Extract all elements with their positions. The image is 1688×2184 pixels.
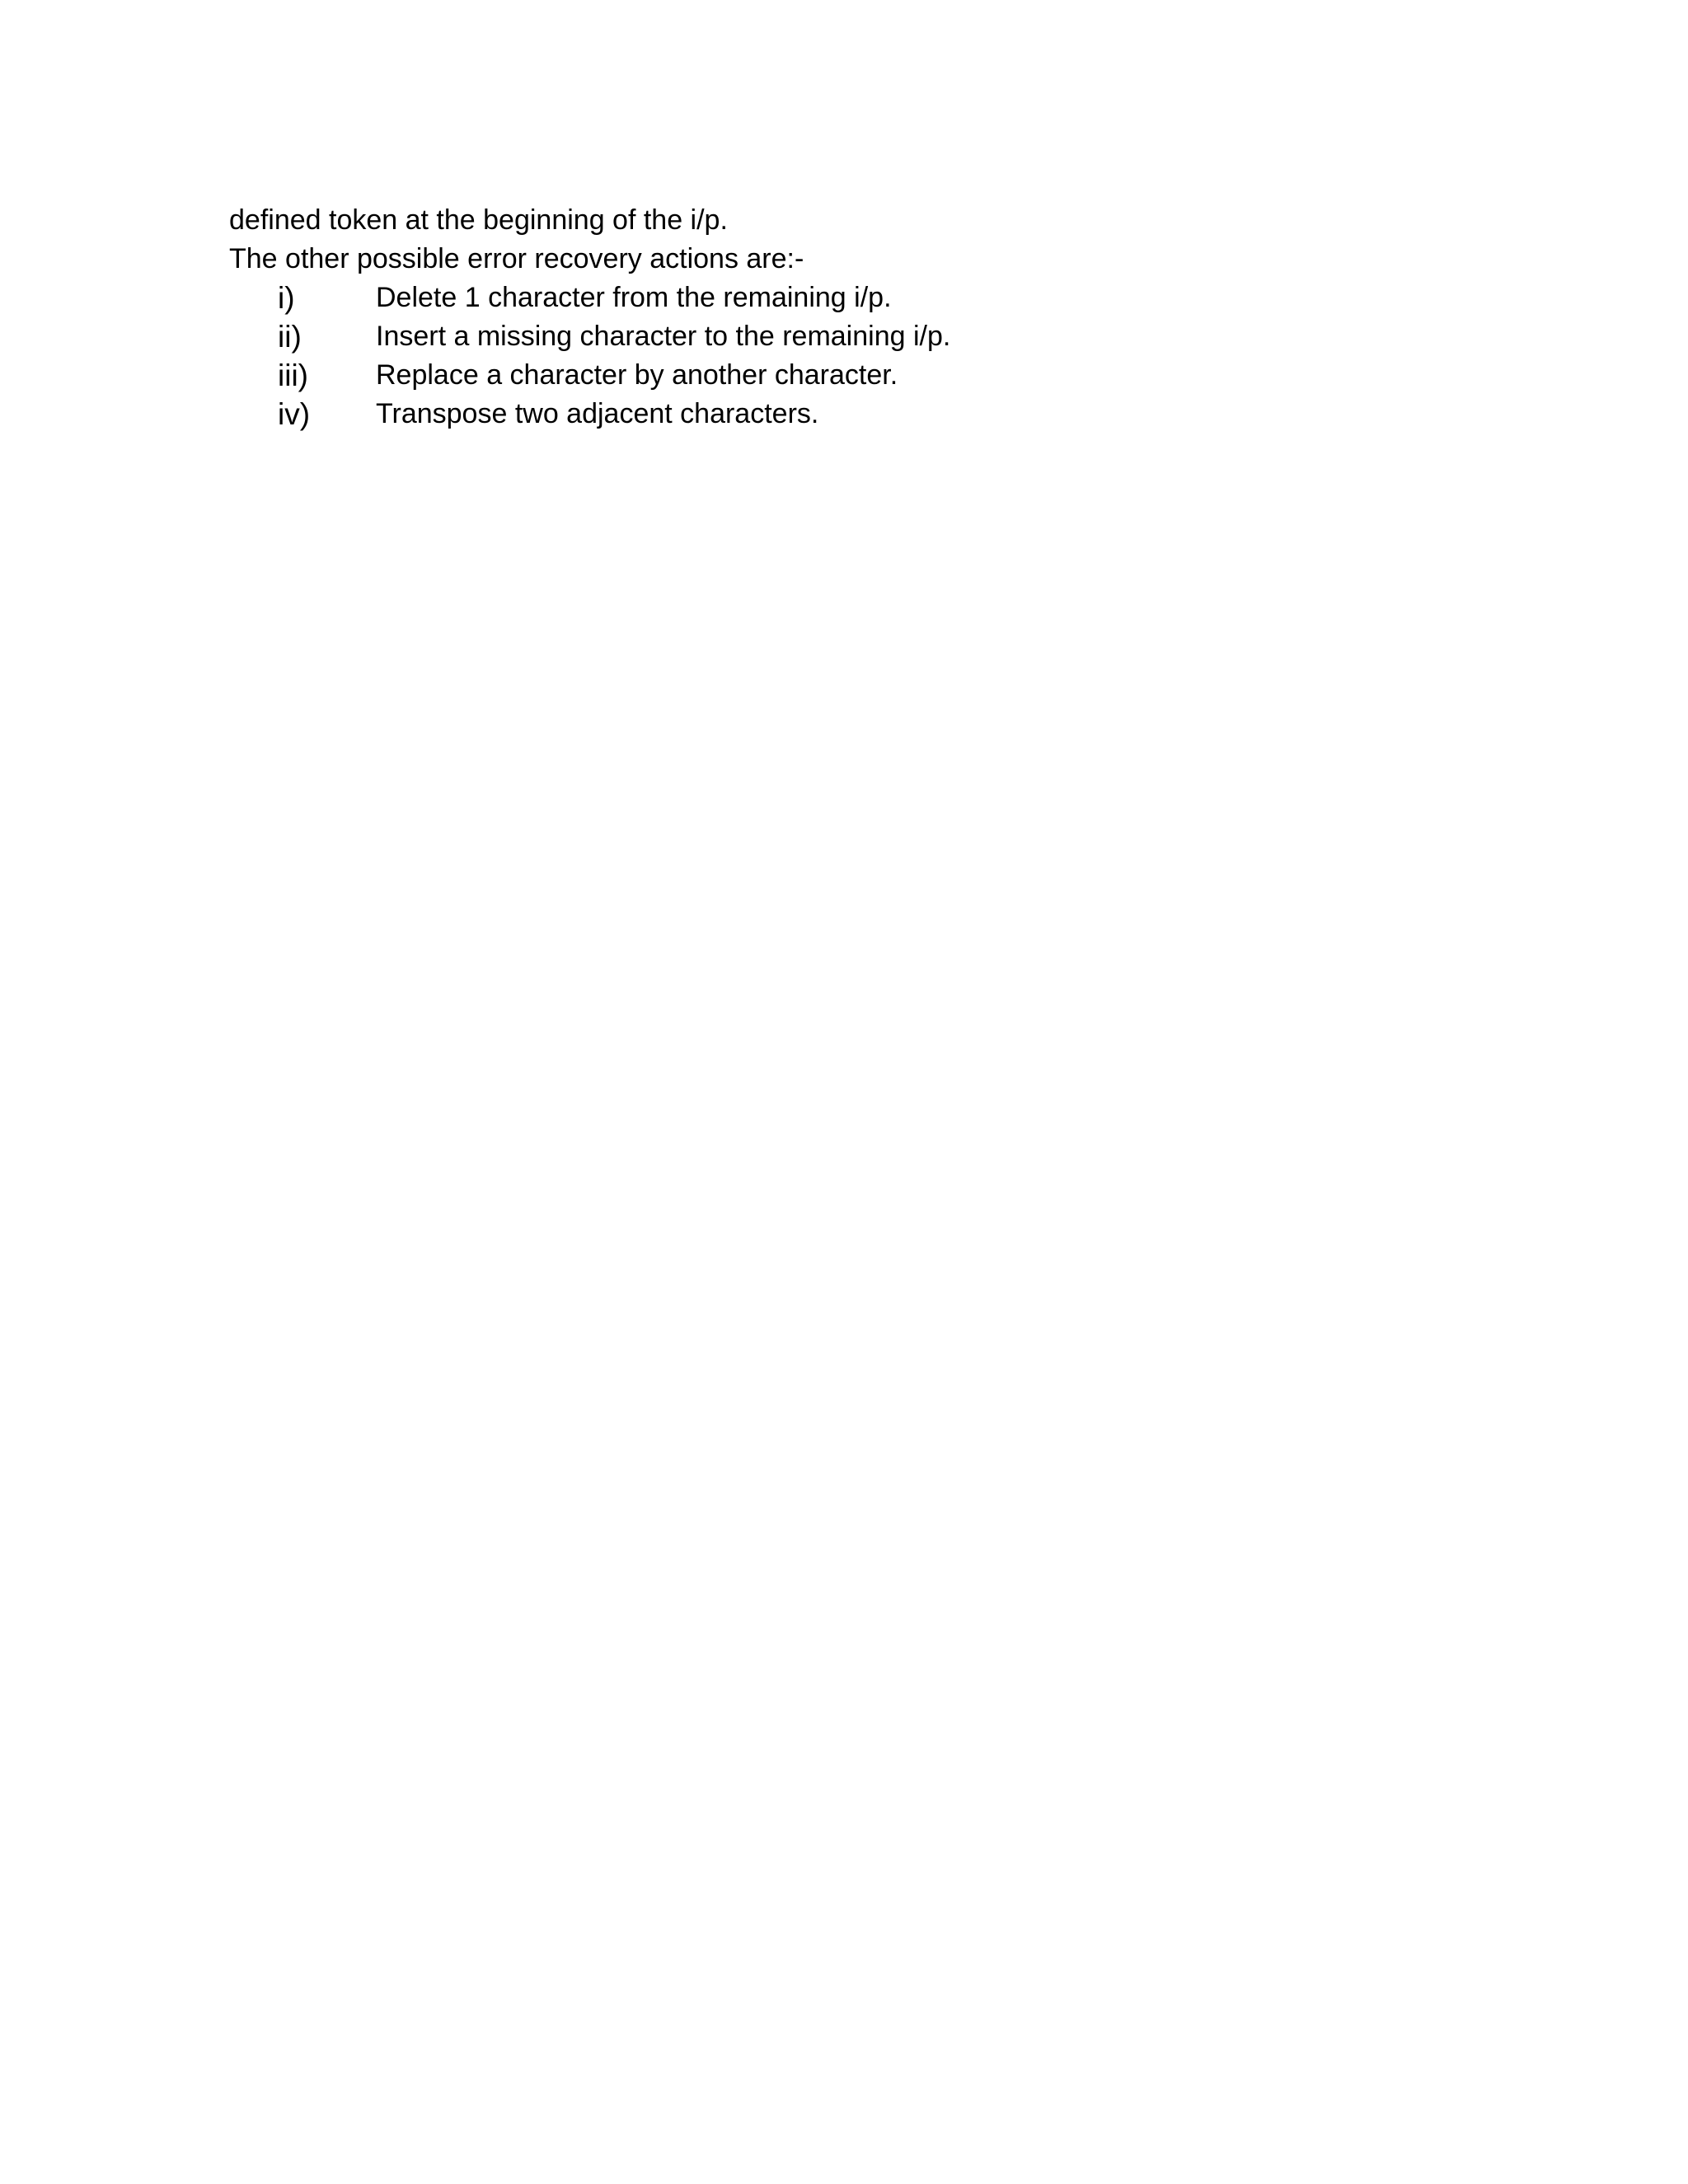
list-marker: ii) [278, 320, 302, 354]
list-item [229, 317, 1548, 356]
paragraph-line-1: defined token at the beginning of the i/p. [229, 204, 728, 236]
page-content [229, 201, 1548, 434]
list-item [229, 395, 1548, 434]
list-item [229, 279, 1548, 317]
paragraph-line-2: The other possible error recovery actions are:- [229, 243, 804, 274]
list-marker: iii) [278, 359, 308, 392]
list-item-text: Replace a character by another character. [376, 359, 898, 391]
list-item-text: Transpose two adjacent characters. [376, 398, 819, 429]
list-marker: iv) [278, 397, 311, 431]
list-item-text: Delete 1 character from the remaining i/p. [376, 282, 892, 313]
recovery-actions-list [229, 279, 1548, 434]
list-item [229, 356, 1548, 395]
list-item-text: Insert a missing character to the remaining i/p. [376, 321, 951, 352]
list-marker: i) [278, 281, 295, 315]
